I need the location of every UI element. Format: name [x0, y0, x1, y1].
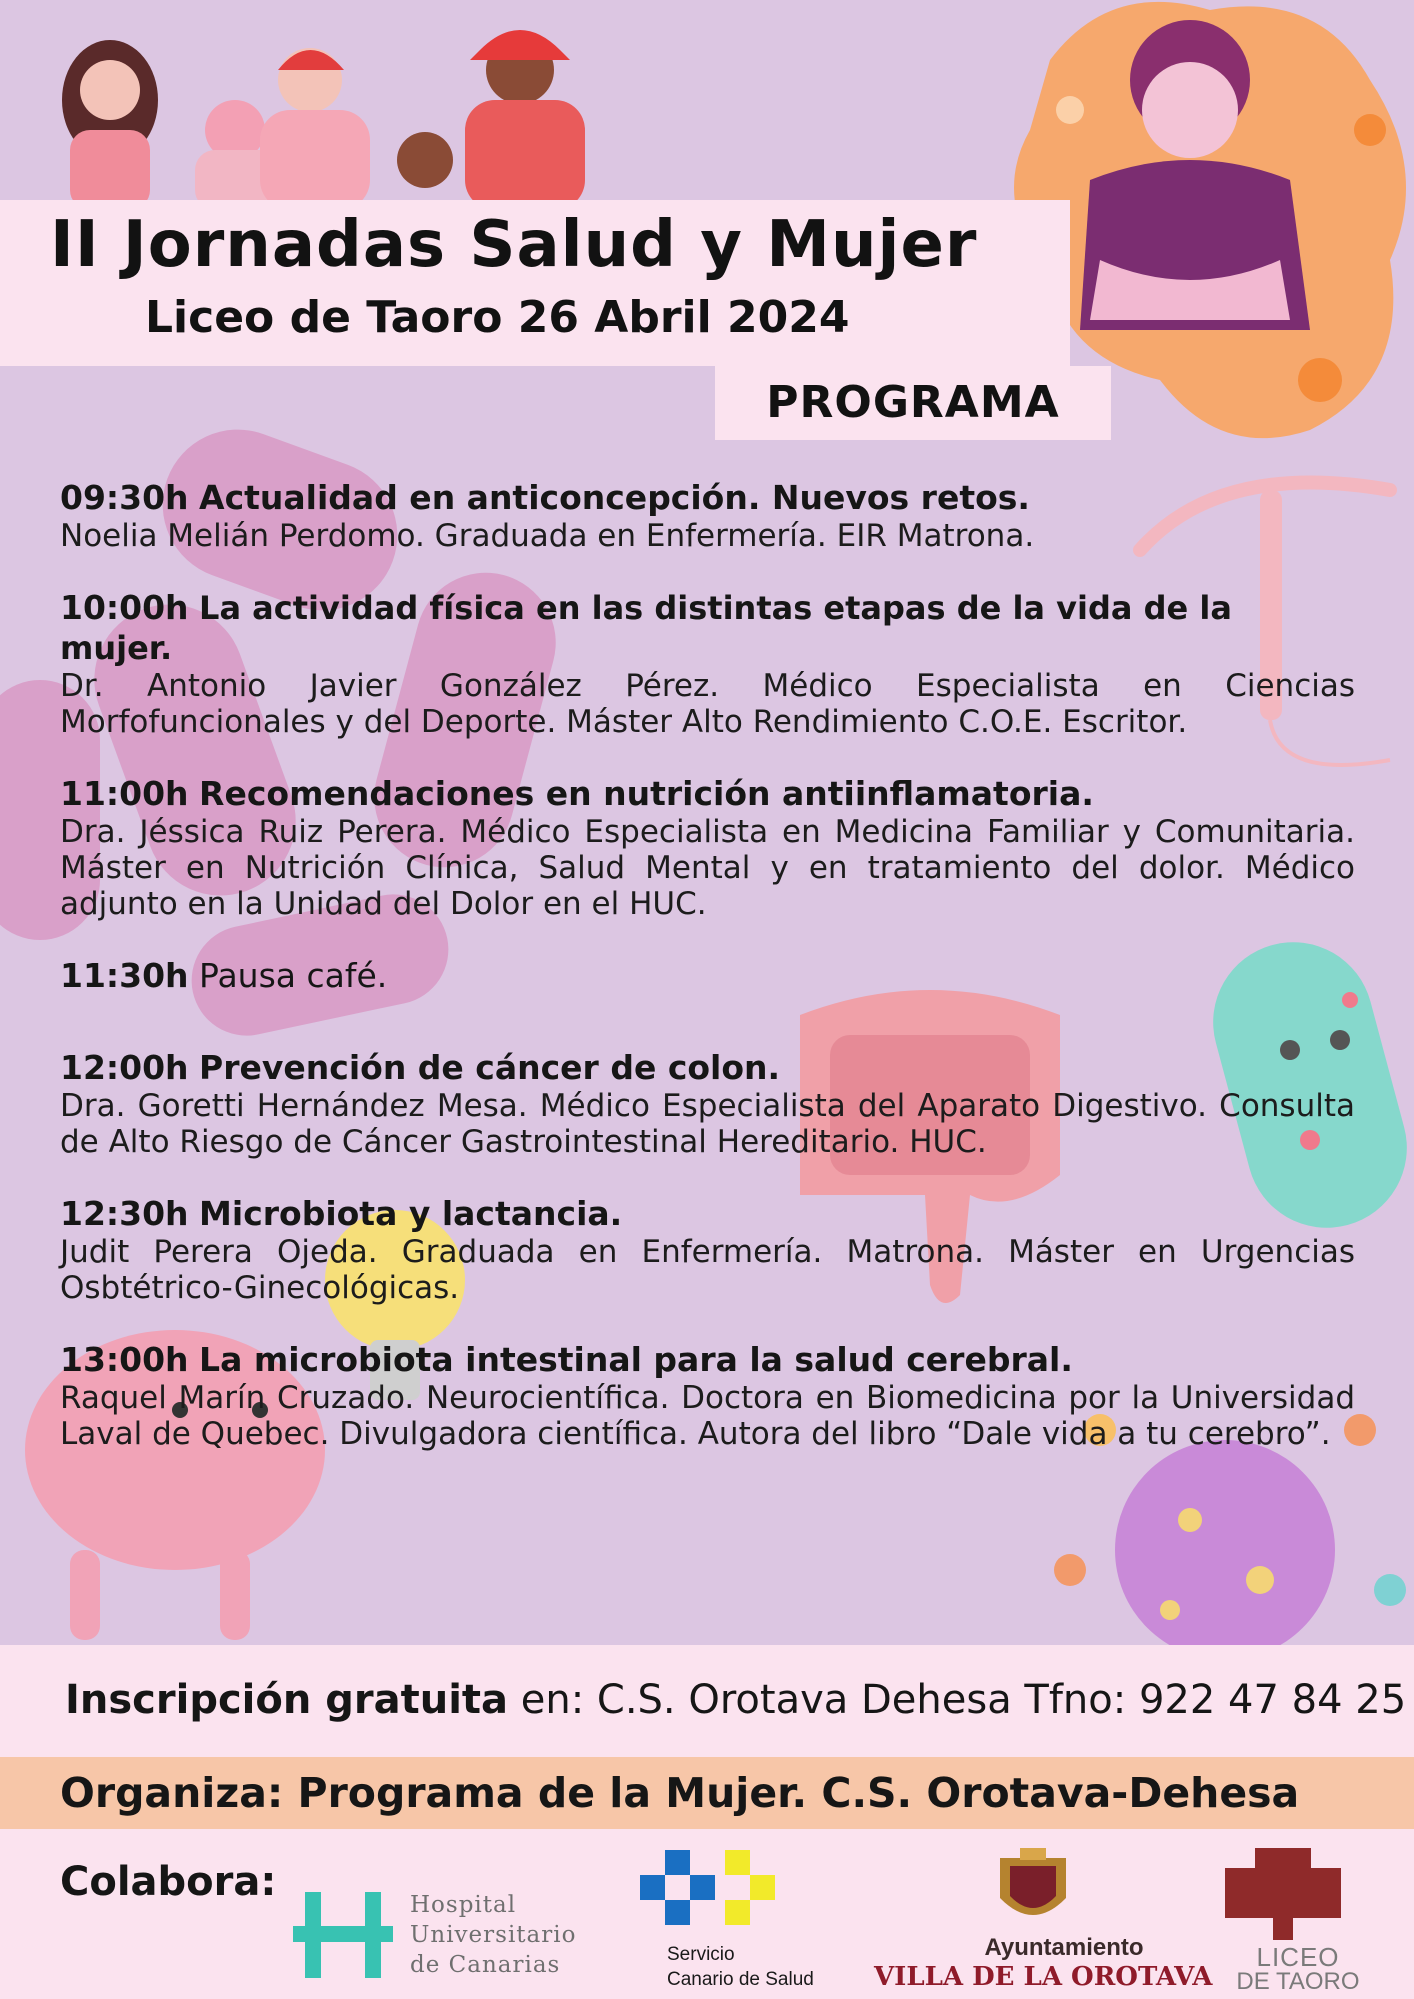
registration-info [65, 1672, 1405, 1728]
program-item-heading [60, 956, 1355, 996]
scs-logo-text [667, 1942, 867, 1992]
huc-line-3: de Canarias [410, 1952, 561, 1978]
program-item-time: 12:30h [60, 1194, 189, 1233]
program-item-heading [60, 1048, 1355, 1088]
huc-logo-text [410, 1890, 610, 1980]
ayuntamiento-name: VILLA DE LA OROTAVA [874, 1962, 1213, 1992]
program-item-time: 11:30h [60, 956, 189, 995]
page-title: II Jornadas Salud y Mujer [50, 208, 978, 282]
program-item-topic: Prevención de cáncer de colon. [199, 1048, 781, 1087]
registration-label: Inscripción gratuita [65, 1677, 509, 1723]
huc-logo-icon [293, 1892, 393, 1978]
huc-line-2: Universitario [410, 1922, 577, 1948]
women-group-illustration [10, 10, 630, 210]
program-list [60, 478, 1355, 1452]
program-item-speaker: Dra. Goretti Hernández Mesa. Médico Especialista del Aparato Digestivo. Consulta de Alto Riesgo de Cáncer Gastrointestinal Hereditario. HUC. [60, 1088, 1355, 1160]
program-item-topic: La actividad física en las distintas etapas de la vida de la mujer. [60, 589, 1232, 667]
program-item [60, 478, 1355, 554]
program-item-speaker: Dra. Jéssica Ruiz Perera. Médico Especialista en Medicina Familiar y Comunitaria. Máster en Nutrición Clínica, Salud Mental y en tratamiento del dolor. Médico adjunto en la Unidad del Dolor en el HUC. [60, 814, 1355, 922]
program-item [60, 1194, 1355, 1306]
program-item [60, 588, 1355, 740]
program-item-heading [60, 774, 1355, 814]
liceo-sublabel: DE TAORO [1236, 1968, 1360, 1995]
program-item-time: 13:00h [60, 1340, 189, 1379]
program-item [60, 774, 1355, 922]
program-item-topic: Actualidad en anticoncepción. Nuevos retos. [199, 478, 1030, 517]
program-item-topic: Pausa café. [199, 956, 388, 995]
program-item-time: 11:00h [60, 774, 189, 813]
program-item-heading [60, 1194, 1355, 1234]
event-subtitle: Liceo de Taoro 26 Abril 2024 [145, 292, 850, 343]
program-item [60, 956, 1355, 996]
liceo-building-icon [1225, 1848, 1341, 1940]
registration-detail: en: C.S. Orotava Dehesa Tfno: 922 47 84 25 [508, 1677, 1407, 1723]
liceo-label: LICEO [1256, 1942, 1340, 1972]
program-item-time: 12:00h [60, 1048, 189, 1087]
huc-line-1: Hospital [410, 1892, 517, 1918]
program-item-topic: Recomendaciones en nutrición antiinflamatoria. [199, 774, 1094, 813]
orotava-coat-of-arms-icon [990, 1848, 1076, 1930]
section-heading: PROGRAMA [766, 377, 1060, 428]
scs-line-1: Servicio [667, 1944, 735, 1965]
program-item [60, 1340, 1355, 1452]
program-item-time: 10:00h [60, 588, 189, 627]
program-item-heading [60, 478, 1355, 518]
scs-line-2: Canario de Salud [667, 1969, 814, 1990]
scs-logo-icon [640, 1850, 780, 1932]
program-item-speaker: Raquel Marín Cruzado. Neurocientífica. Doctora en Biomedicina por la Universidad Laval de Quebec. Divulgadora científica. Autora del libro “Dale vida a tu cerebro”. [60, 1380, 1355, 1452]
organizer-text: Organiza: Programa de la Mujer. C.S. Orotava-Dehesa [60, 1769, 1300, 1817]
program-item-topic: La microbiota intestinal para la salud cerebral. [199, 1340, 1073, 1379]
program-item-speaker: Judit Perera Ojeda. Graduada en Enfermería. Matrona. Máster en Urgencias Osbtétrico-Ginecológicas. [60, 1234, 1355, 1306]
program-item-heading [60, 588, 1355, 668]
program-item-speaker: Noelia Melián Perdomo. Graduada en Enfermería. EIR Matrona. [60, 518, 1035, 554]
collaborators-label: Colabora: [60, 1859, 277, 1905]
ayuntamiento-label: Ayuntamiento [984, 1934, 1144, 1961]
program-item-time: 09:30h [60, 478, 189, 517]
program-item-heading [60, 1340, 1355, 1380]
program-item [60, 1048, 1355, 1160]
program-item-topic: Microbiota y lactancia. [199, 1194, 623, 1233]
program-item-speaker: Dr. Antonio Javier González Pérez. Médico Especialista en Ciencias Morfofuncionales y del Deporte. Máster Alto Rendimiento C.O.E. Escritor. [60, 668, 1355, 740]
